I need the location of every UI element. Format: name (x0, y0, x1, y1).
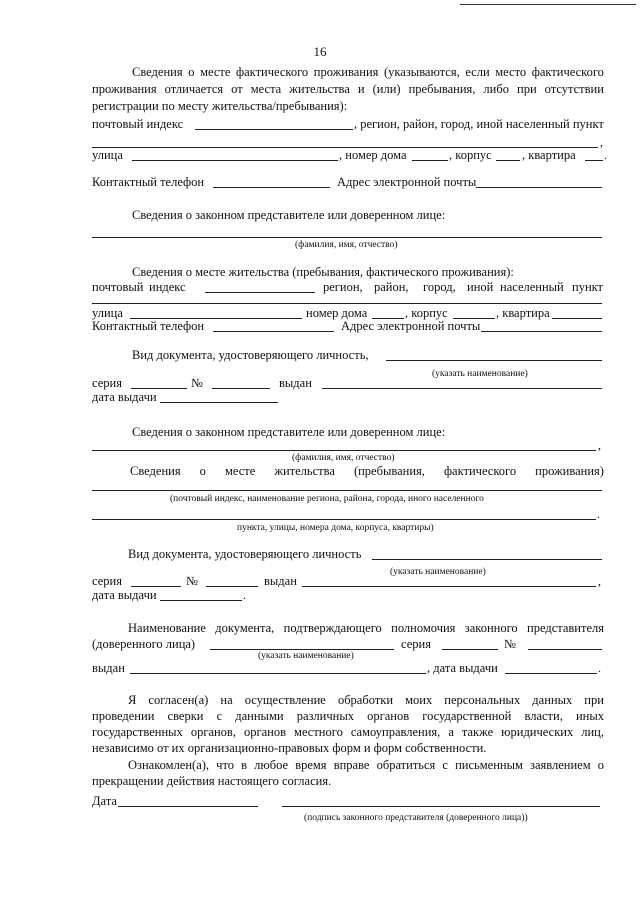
acknowledge-line2: прекращении действия настоящего согласия. (92, 774, 332, 788)
date-label: Дата (92, 794, 117, 808)
rep-issue-date-label: дата выдачи (92, 390, 157, 404)
authority-series-label: серия (401, 637, 431, 651)
rep-issue-date-field[interactable] (160, 402, 278, 403)
representative-heading-2: Сведения о законном представителе или доверенном лице: (132, 425, 446, 439)
representative-fio-field-2[interactable] (92, 450, 596, 451)
house-field[interactable] (412, 160, 448, 161)
rep-korpus-label: , корпус (405, 306, 448, 320)
postal-label: почтовый индекс (92, 117, 184, 131)
rep2-doc-caption: (указать наименование) (390, 567, 486, 577)
authority-issue-date-field[interactable] (505, 673, 597, 674)
rep2-series-label: серия (92, 574, 122, 588)
top-rule (460, 4, 636, 5)
address-caption-2: пункта, улицы, номера дома, корпуса, квартиры) (237, 523, 434, 533)
authority-issued-field[interactable] (130, 673, 426, 674)
street-label: улица (92, 148, 123, 162)
email-label: Адрес электронной почты (337, 175, 477, 189)
rep2-issued-label: выдан (264, 574, 297, 588)
rep2-address-field-1[interactable] (92, 490, 602, 491)
consent-line1: Я согласен(а) на осуществление обработки моих персональных данных при (128, 693, 604, 707)
authority-number-label: № (504, 637, 516, 651)
authority-l2-label: (доверенного лица) (92, 637, 196, 651)
korpus-field[interactable] (496, 160, 520, 161)
rep-house-label: номер дома (306, 306, 368, 320)
rep-apartment-label: , квартира (496, 306, 550, 320)
residence-word-2: о (199, 464, 206, 478)
authority-issue-date-label: , дата выдачи (427, 661, 498, 675)
rep-series-label: серия (92, 376, 122, 390)
postal-word-7: населенный (500, 280, 564, 294)
rep-doc-field[interactable] (386, 360, 602, 361)
residence-word-3: месте (224, 464, 256, 478)
rep2-doc-field[interactable] (372, 559, 602, 560)
rep-phone-field[interactable] (213, 331, 334, 332)
residence-row (130, 463, 604, 479)
section1-line2: проживания отличается от места жительства и (или) пребывания, либо при отсутствии (92, 82, 604, 96)
rep-apartment-field[interactable] (552, 318, 602, 319)
representative-fio-field[interactable] (92, 237, 602, 238)
authority-series-field[interactable] (442, 649, 498, 650)
section1-line3: регистрации по месту жительства/пребывания): (92, 99, 348, 113)
residence-word-1: Сведения (130, 464, 181, 478)
rep2-number-label: № (186, 574, 198, 588)
postal-word-8: пункт (572, 280, 603, 294)
apartment-label: , квартира (522, 148, 576, 162)
fio-caption-2: (фамилия, имя, отчество) (292, 453, 395, 463)
rep-street-label: улица (92, 306, 123, 320)
rep-number-field[interactable] (212, 388, 270, 389)
korpus-label: , корпус (449, 148, 492, 162)
rep-email-field[interactable] (481, 331, 602, 332)
rep-issued-label: выдан (279, 376, 312, 390)
rep2-issue-date-field[interactable] (160, 600, 242, 601)
consent-line4: независимо от их организационно-правовых форм и форм собственности. (92, 741, 487, 755)
rep-doc-label: Вид документа, удостоверяющего личность, (132, 348, 369, 362)
fio-caption: (фамилия, имя, отчество) (295, 240, 398, 250)
rep-postal-field[interactable] (205, 292, 315, 293)
rep2-address-field-2[interactable] (92, 519, 596, 520)
residence-word-5: (пребывания, (353, 464, 425, 478)
phone-label: Контактный телефон (92, 175, 205, 189)
region-label: , регион, район, город, иной населенный пункт (354, 117, 604, 131)
residence-word-4: жительства (274, 464, 335, 478)
postal-word-1: почтовый (92, 280, 144, 294)
consent-line2: проведении сверки с данными различных органов государственной власти, иных (92, 709, 604, 723)
rep2-issued-field[interactable] (302, 586, 596, 587)
rep-phone-label: Контактный телефон (92, 319, 205, 333)
signature-field[interactable] (282, 806, 600, 807)
residence-word-7: проживания) (535, 464, 604, 478)
rep2-number-field[interactable] (206, 586, 258, 587)
postal-word-4: район, (374, 280, 409, 294)
apartment-field[interactable] (585, 160, 603, 161)
rep-issued-field[interactable] (322, 388, 602, 389)
rep-locality-field[interactable] (92, 303, 602, 304)
authority-doc-caption: (указать наименование) (258, 651, 354, 661)
acknowledge-line1: Ознакомлен(а), что в любое время вправе обратиться с письменным заявлением о (128, 758, 604, 772)
authority-number-field[interactable] (528, 649, 602, 650)
postal-word-6: иной (467, 280, 494, 294)
address-caption-1: (почтовый индекс, наименование региона, района, города, иного населенного (170, 494, 484, 504)
rep2-doc-label: Вид документа, удостоверяющего личность (128, 547, 362, 561)
signature-caption: (подпись законного представителя (доверенного лица)) (304, 813, 528, 823)
authority-issued-label: выдан (92, 661, 125, 675)
rep-doc-caption: (указать наименование) (432, 369, 528, 379)
representative-heading: Сведения о законном представителе или доверенном лице: (132, 208, 446, 222)
house-label: , номер дома (339, 148, 407, 162)
phone-field[interactable] (213, 187, 330, 188)
rep-number-label: № (191, 376, 203, 390)
residence-word-6: фактического (443, 464, 517, 478)
street-field[interactable] (132, 160, 338, 161)
postal-word-5: город, (423, 280, 456, 294)
rep-email-label: Адрес электронной почты (341, 319, 481, 333)
residence-heading: Сведения о месте жительства (пребывания, фактического проживания): (132, 265, 514, 279)
consent-line3: государственных органов, органов местного самоуправления, а также юридических лиц, (92, 725, 604, 739)
section1-line1: Сведения о месте фактического проживания (указываются, если место фактического (132, 65, 604, 79)
postal-word-3: регион, (323, 280, 363, 294)
email-field[interactable] (476, 187, 602, 188)
page-number: 16 (313, 44, 327, 59)
authority-doc-line1: Наименование документа, подтверждающего полномочия законного представителя (128, 621, 604, 635)
rep2-issue-date-label: дата выдачи (92, 588, 157, 602)
date-field[interactable] (118, 806, 258, 807)
postal-word-2: индекс (149, 280, 186, 294)
postal-field[interactable] (195, 129, 353, 130)
